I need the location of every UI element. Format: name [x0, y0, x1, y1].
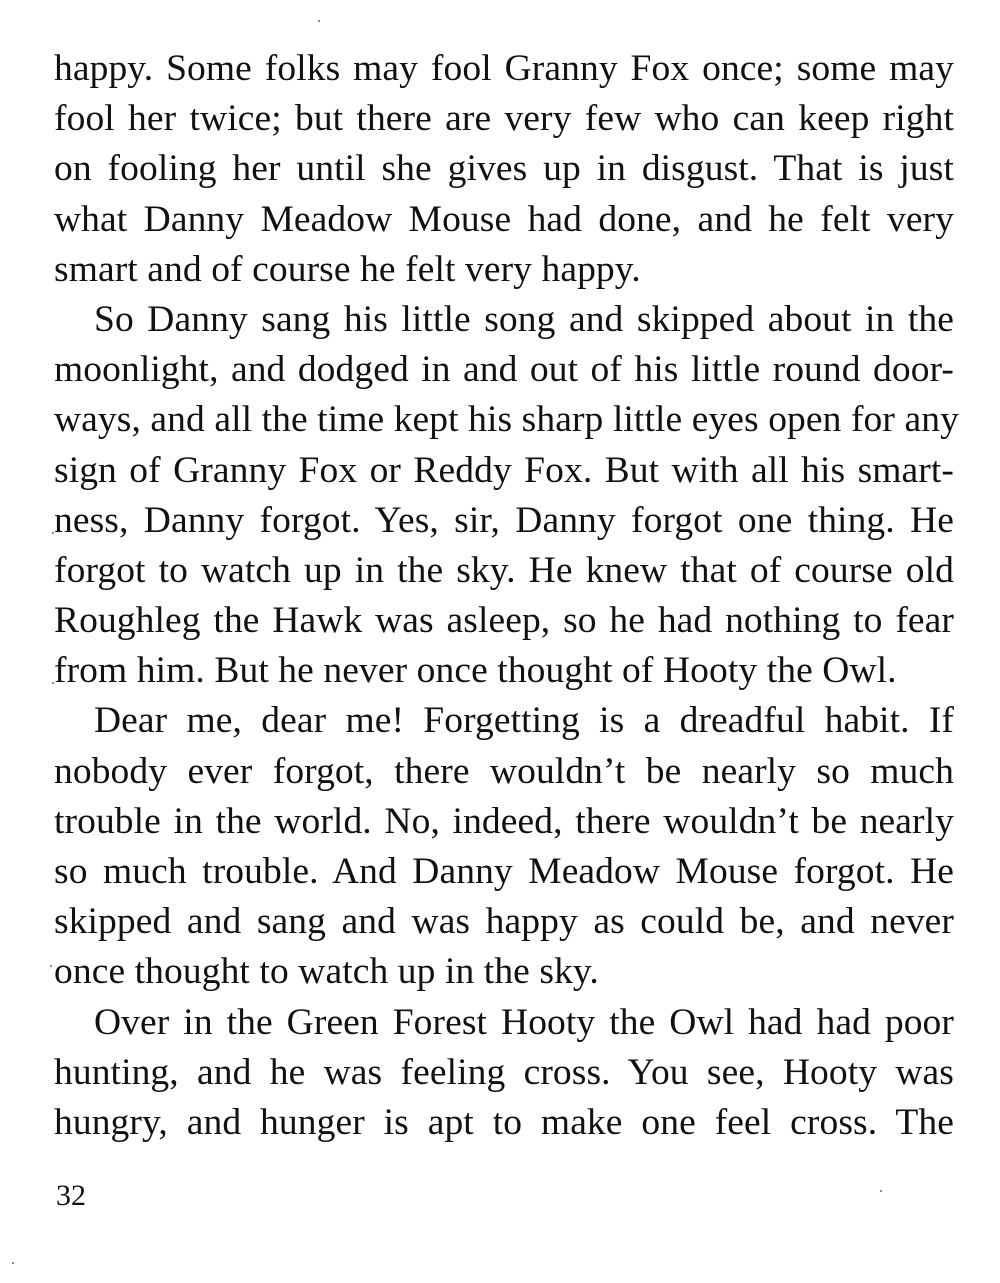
text-line: So Danny sang his little song and skipped about in the — [94, 298, 954, 340]
scan-speck — [52, 532, 54, 534]
book-page-text — [54, 44, 959, 1148]
text-line: from him. But he never once thought of Hooty the Owl. — [54, 650, 897, 692]
text-line: skipped and sang and was happy as could be, and never — [54, 901, 954, 943]
scan-speck — [52, 682, 54, 684]
text-line: ways, and all the time kept his sharp little eyes open for any — [54, 399, 959, 441]
text-line: nobody ever forgot, there wouldn’t be nearly so much — [54, 750, 954, 792]
scan-speck — [880, 1190, 882, 1192]
text-line: Dear me, dear me! Forgetting is a dreadful habit. If — [94, 700, 954, 742]
text-line: Over in the Green Forest Hooty the Owl had had poor — [94, 1001, 954, 1043]
text-line: on fooling her until she gives up in disgust. That is just — [54, 148, 954, 190]
text-line: smart and of course he felt very happy. — [54, 248, 641, 290]
page-number: 32 — [56, 1179, 86, 1212]
scan-speck — [318, 20, 320, 22]
text-line: ness, Danny forgot. Yes, sir, Danny forgot one thing. He — [54, 499, 954, 541]
text-line: moonlight, and dodged in and out of his little round door- — [54, 349, 954, 391]
text-line: sign of Granny Fox or Reddy Fox. But with all his smart- — [54, 449, 954, 491]
text-line: fool her twice; but there are very few who can keep right — [54, 98, 954, 140]
text-line: hunting, and he was feeling cross. You see, Hooty was — [54, 1051, 954, 1093]
paragraph-4 — [54, 998, 954, 1149]
text-line: hungry, and hunger is apt to make one feel cross. The — [54, 1101, 954, 1143]
text-line: what Danny Meadow Mouse had done, and he felt very — [54, 198, 954, 240]
paragraph-1 — [54, 44, 954, 295]
text-line: so much trouble. And Danny Meadow Mouse forgot. He — [54, 851, 954, 892]
text-line: once thought to watch up in the sky. — [54, 951, 599, 993]
paragraph-3 — [54, 696, 954, 997]
text-line: Roughleg the Hawk was asleep, so he had nothing to fear — [54, 600, 954, 642]
text-line: trouble in the world. No, indeed, there wouldn’t be nearly — [54, 800, 954, 842]
text-line: forgot to watch up in the sky. He knew that of course old — [54, 549, 954, 591]
text-line: happy. Some folks may fool Granny Fox once; some may — [54, 48, 954, 89]
scan-speck — [50, 965, 52, 967]
scan-speck — [12, 1262, 14, 1264]
paragraph-2 — [54, 295, 959, 697]
